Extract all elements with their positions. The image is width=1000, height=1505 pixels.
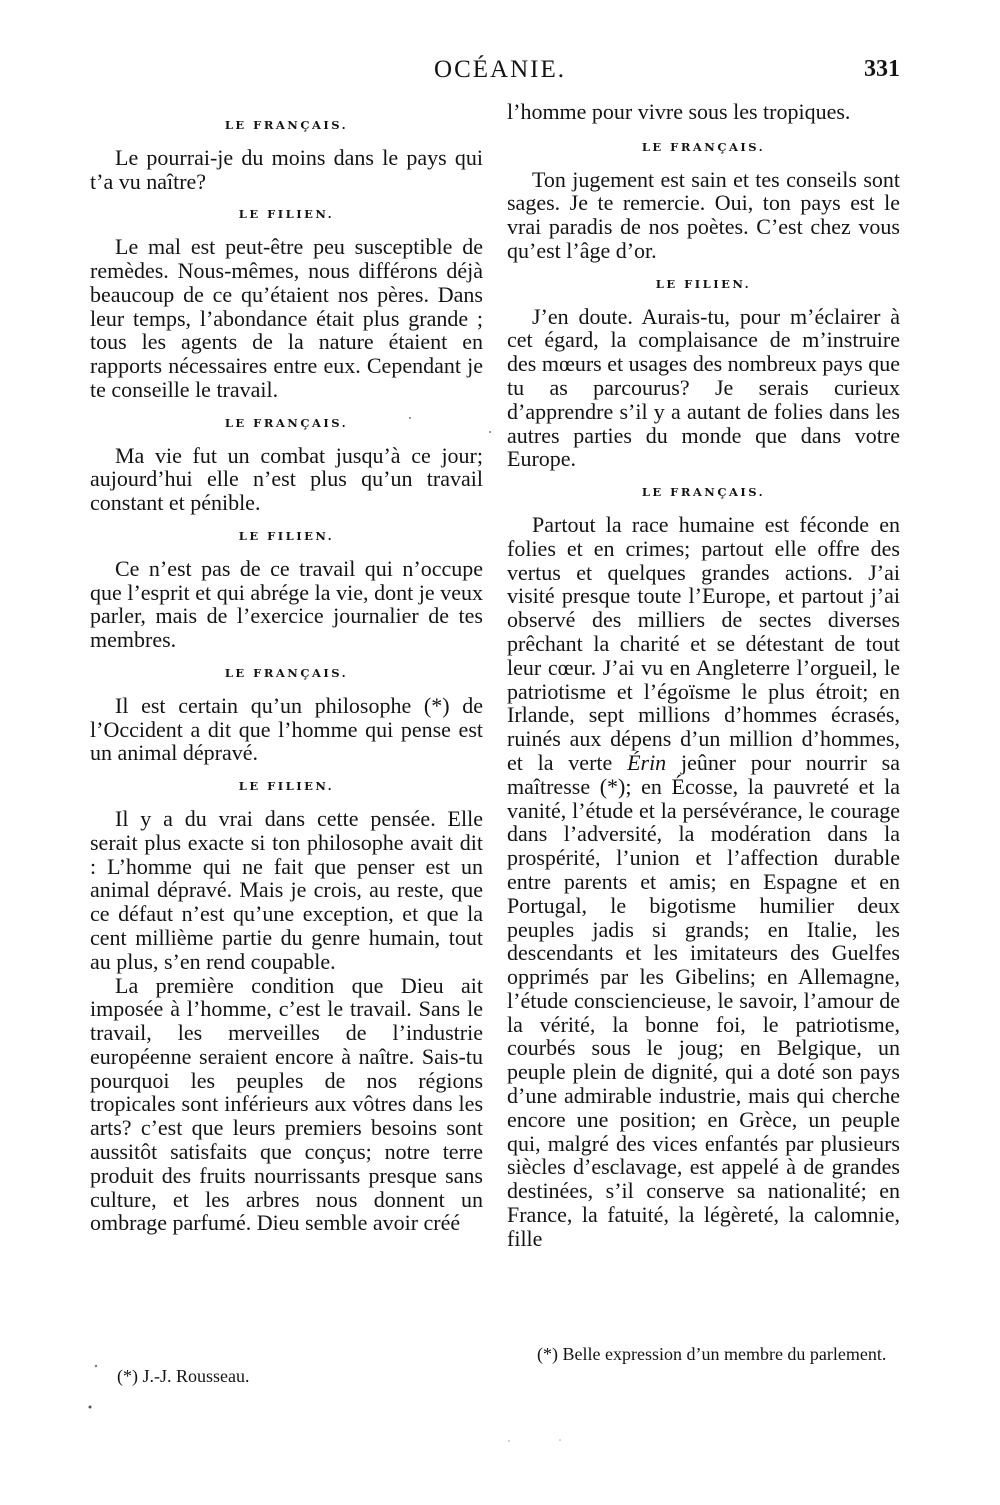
- footnote-left: (*) J.-J. Rousseau.: [117, 1366, 250, 1386]
- dialogue-paragraph: La première condition que Dieu ait imposée à l’homme, c’est le travail. Sans le travail, les merveilles de l’industrie européenne seraient encore à naître. Sais-tu pourquoi les peuples de nos régions tropicales sont inférieurs aux vôtres dans les arts? c’est que leurs premiers besoins sont aussitôt satisfaits que conçus; notre terre produit des fruits nourrissants presque sans culture, et les arbres nous donnent un ombrage parfumé. Dieu semble avoir créé: [90, 972, 483, 1236]
- speck: [95, 1365, 97, 1367]
- dialogue-paragraph: Ma vie fut un combat jusqu’à ce jour; aujourd’hui elle n’est plus qu’un travail constant et pénible.: [90, 442, 483, 516]
- speaker-label: LE FRANÇAIS.: [224, 118, 349, 132]
- page-number: 331: [864, 56, 900, 82]
- speaker-label: LE FILIEN.: [238, 779, 335, 794]
- speaker-label: LE FRANÇAIS.: [641, 139, 766, 154]
- dialogue-paragraph: Ton jugement est sain et tes conseils sont sages. Je te remercie. Oui, ton pays est le vrai paradis de nos poètes. C’est chez vous qu’est l’âge d’or.: [507, 166, 900, 263]
- speck: [508, 1440, 510, 1442]
- speaker-label: LE FILIEN.: [655, 276, 752, 291]
- speck: [89, 1406, 92, 1409]
- dialogue-paragraph: Il est certain qu’un philosophe (*) de l’Occident a dit que l’homme qui pense est un animal dépravé.: [90, 692, 483, 766]
- speaker-label: LE FRANÇAIS.: [224, 665, 349, 680]
- speaker-label: LE FILIEN.: [238, 207, 335, 222]
- speaker-label: LE FRANÇAIS.: [641, 485, 766, 500]
- speaker-label: LE FRANÇAIS.: [224, 415, 349, 430]
- left-column: [90, 100, 483, 1235]
- right-column: [507, 100, 900, 1251]
- speck: [489, 431, 491, 433]
- running-title: OCÉANIE.: [434, 56, 566, 83]
- paragraph-text: Partout la race humaine est féconde en folies et en crimes; partout elle offre des vertus et quelques grandes actions. J’ai visité presque toute l’Europe, et partout j’ai observé des milliers de sectes diverses prêchant la charité et se détestant de tout leur cœur. J’ai vu en Angleterre l’orgueil, le patriotisme et l’égoïsme le plus étroit; en Irlande, sept millions d’hommes écrasés, ruinés aux dépens d’un million d’hommes, et la verte: [507, 511, 900, 775]
- paragraph-text-continued: jeûner pour nourrir sa maîtresse (*); en Écosse, la pauvreté et la vanité, l’étude et la persévérance, le courage dans l’adversité, la modération dans la prospérité, l’union et l’affection durable entre parents et amis; en Espagne et en Portugal, le bigotisme humilier deux peuples jadis si grands; en Italie, les descendants et les imitateurs des Guelfes opprimés par les Gibelins; en Allemagne, l’étude consciencieuse, le savoir, l’amour de la vérité, la bonne foi, le patriotisme, courbés sous le joug; en Belgique, un peuple plein de dignité, qui a doté son pays d’une admirable industrie, mais qui cherche encore une position; en Grèce, un peuple qui, malgré des vices enfantés par plusieurs siècles d’esclavage, est appelé à de grandes destinées, s’il conserve sa nationalité; en France, la fatuité, la légèreté, la calomnie, fille: [507, 749, 900, 1251]
- italic-name: Érin: [627, 749, 667, 775]
- dialogue-paragraph: [507, 513, 900, 1251]
- dialogue-paragraph: J’en doute. Aurais-tu, pour m’éclairer à cet égard, la complaisance de m’instruire des mœurs et usages des nombreux pays que tu as parcourus? Je serais curieux d’apprendre s’il y a autant de folies dans les autres parties du monde que dans votre Europe.: [507, 303, 900, 472]
- footnote-right: (*) Belle expression d’un membre du parlement.: [537, 1344, 887, 1364]
- continuation-paragraph: l’homme pour vivre sous les tropiques.: [507, 99, 851, 124]
- dialogue-paragraph: Le mal est peut-être peu susceptible de remèdes. Nous-mêmes, nous différons déjà beaucoup de ce qu’étaient nos pères. Dans leur temps, l’abondance était plus grande ; tous les agents de la nature étaient en rapports nécessaires entre eux. Cependant je te conseille le travail.: [90, 234, 483, 402]
- dialogue-paragraph: Le pourrai-je du moins dans le pays qui t’a vu naître?: [90, 144, 483, 194]
- dialogue-paragraph: Il y a du vrai dans cette pensée. Elle serait plus exacte si ton philosophe avait dit : L’homme qui ne fait que penser est un animal dépravé. Mais je crois, au reste, que ce défaut n’est qu’une exception, et que la cent millième partie du genre humain, tout au plus, s’en rend coupable.: [90, 805, 483, 974]
- page-header: [0, 56, 1000, 92]
- speck: [559, 1439, 561, 1441]
- dialogue-paragraph: Ce n’est pas de ce travail qui n’occupe que l’esprit et qui abrége la vie, dont je veux parler, mais de l’exercice journalier de tes membres.: [90, 555, 483, 653]
- speaker-label: LE FILIEN.: [238, 528, 335, 543]
